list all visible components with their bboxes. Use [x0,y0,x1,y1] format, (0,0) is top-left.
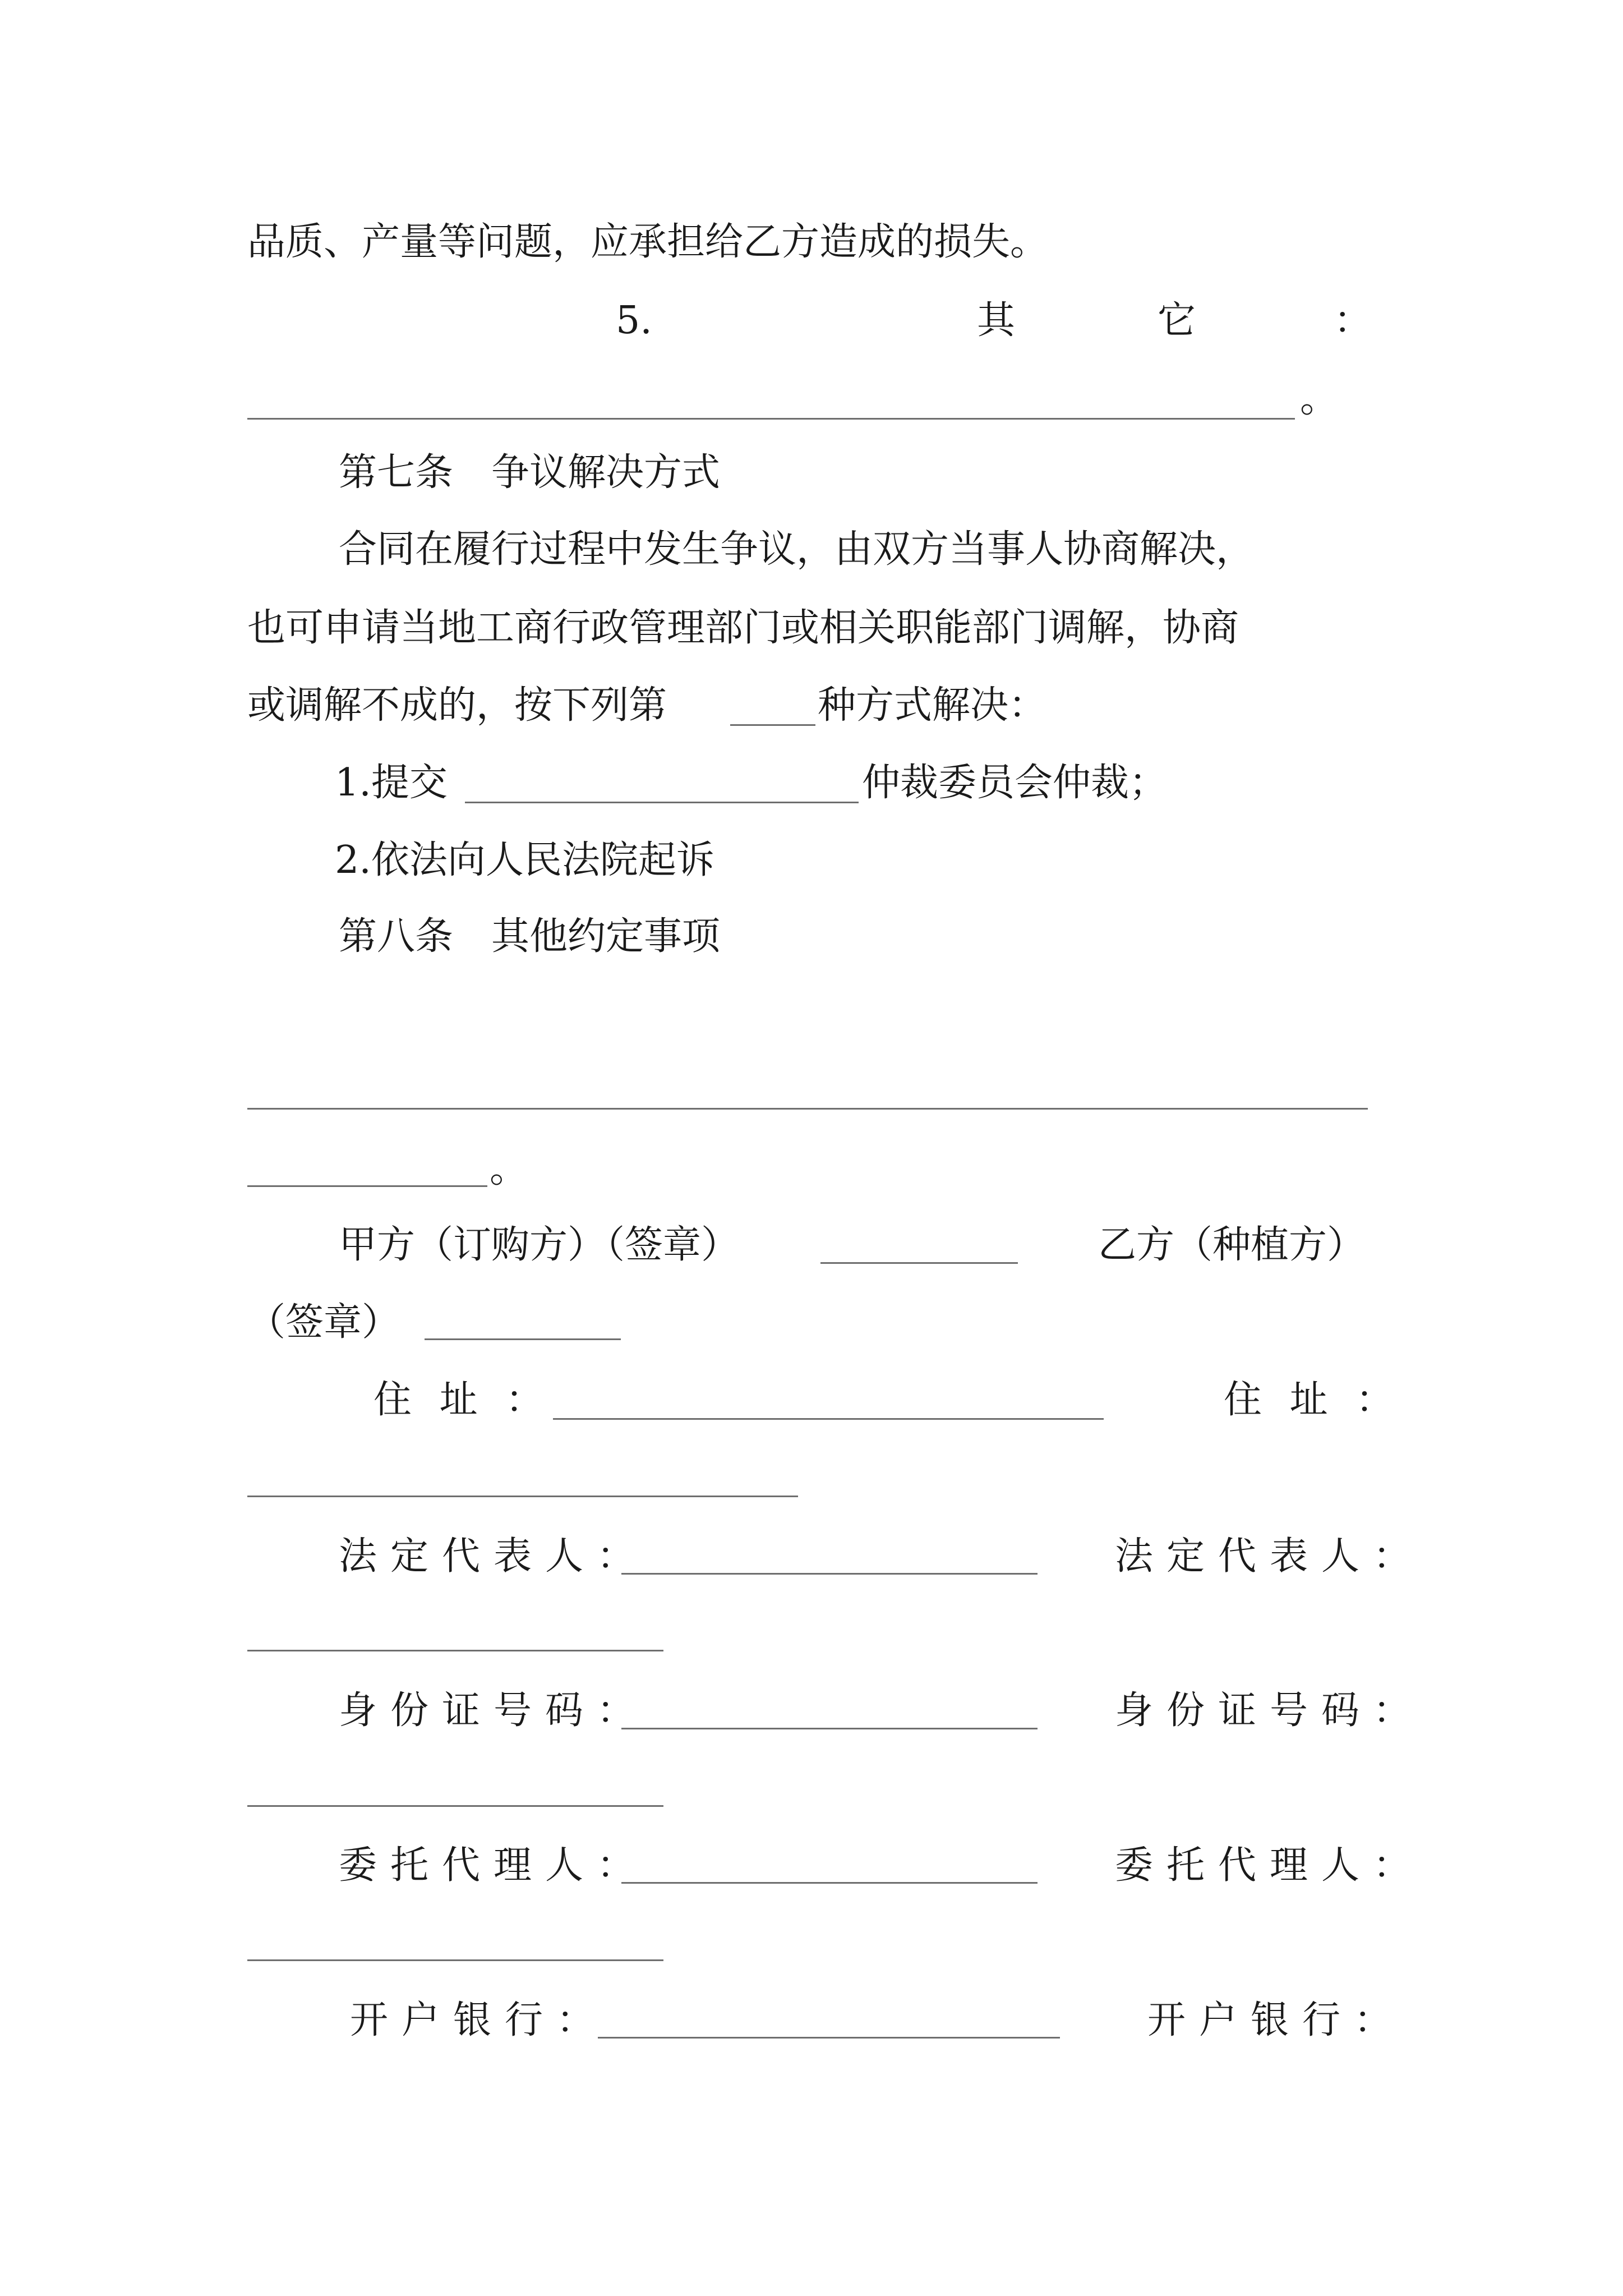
paragraph-line: 种方式解决： [818,683,1047,728]
other-terms-blank[interactable] [247,418,1295,420]
option-1-prefix: 1.提交 [335,761,448,805]
article-8-heading: 第八条 其他约定事项 [339,914,721,959]
period-mark: 。 [490,1147,528,1191]
paragraph-line: 也可申请当地工商行政管理部门或相关职能部门调解，协商 [247,606,1239,650]
party-b-agent-blank[interactable] [247,1959,663,1961]
party-a-id-blank[interactable] [621,1728,1038,1729]
other-matters-blank[interactable] [247,1185,487,1187]
party-a-agent-blank[interactable] [621,1882,1038,1884]
party-b-legal-rep-blank[interactable] [247,1650,663,1651]
item-label-char: 其 [977,298,1016,343]
item-colon: ： [1334,298,1372,343]
option-2: 2.依法向人民法院起诉 [335,838,714,882]
party-b-address-blank[interactable] [247,1496,798,1497]
item-number: 5. [616,298,652,343]
option-1-suffix: 仲裁委员会仲裁； [862,761,1168,805]
paragraph-line: 合同在履行过程中发生争议，由双方当事人协商解决， [339,527,1255,572]
party-b-id-label: 身份证号码： [1115,1688,1425,1733]
clause-text: 品质、产量等问题，应承担给乙方造成的损失。 [247,220,1049,264]
party-a-agent-label: 委托代理人： [339,1843,649,1888]
party-a-legal-rep-blank[interactable] [621,1573,1038,1575]
method-number-blank[interactable] [730,724,815,726]
article-7-heading: 第七条 争议解决方式 [339,450,721,495]
party-a-signature-blank[interactable] [820,1262,1018,1264]
party-a-signature-label: 甲方（订购方）（签章） [339,1223,740,1267]
party-b-agent-label: 委托代理人： [1115,1843,1425,1888]
paragraph-line: 或调解不成的，按下列第 [247,683,667,728]
party-b-signature-blank[interactable] [425,1338,621,1340]
party-b-label: 乙方（种植方） [1098,1223,1366,1267]
party-a-bank-blank[interactable] [598,2037,1060,2039]
party-b-bank-label: 开户银行： [1147,1998,1406,2042]
party-a-id-label: 身份证号码： [339,1688,649,1733]
party-b-address-label: 住 址 ： [1224,1378,1402,1422]
other-matters-blank[interactable] [247,1108,1368,1110]
party-b-id-blank[interactable] [247,1805,663,1807]
party-a-legal-rep-label: 法定代表人： [339,1534,649,1579]
period-mark: 。 [1300,377,1339,421]
arbitration-committee-blank[interactable] [465,802,859,803]
party-a-address-blank[interactable] [553,1418,1104,1420]
party-a-bank-label: 开户银行： [350,1998,608,2042]
party-a-address-label: 住 址 ： [374,1378,552,1422]
party-b-signature-label: （签章） [247,1300,400,1345]
party-b-legal-rep-label: 法定代表人： [1115,1534,1425,1579]
item-label-char: 它 [1158,298,1196,343]
